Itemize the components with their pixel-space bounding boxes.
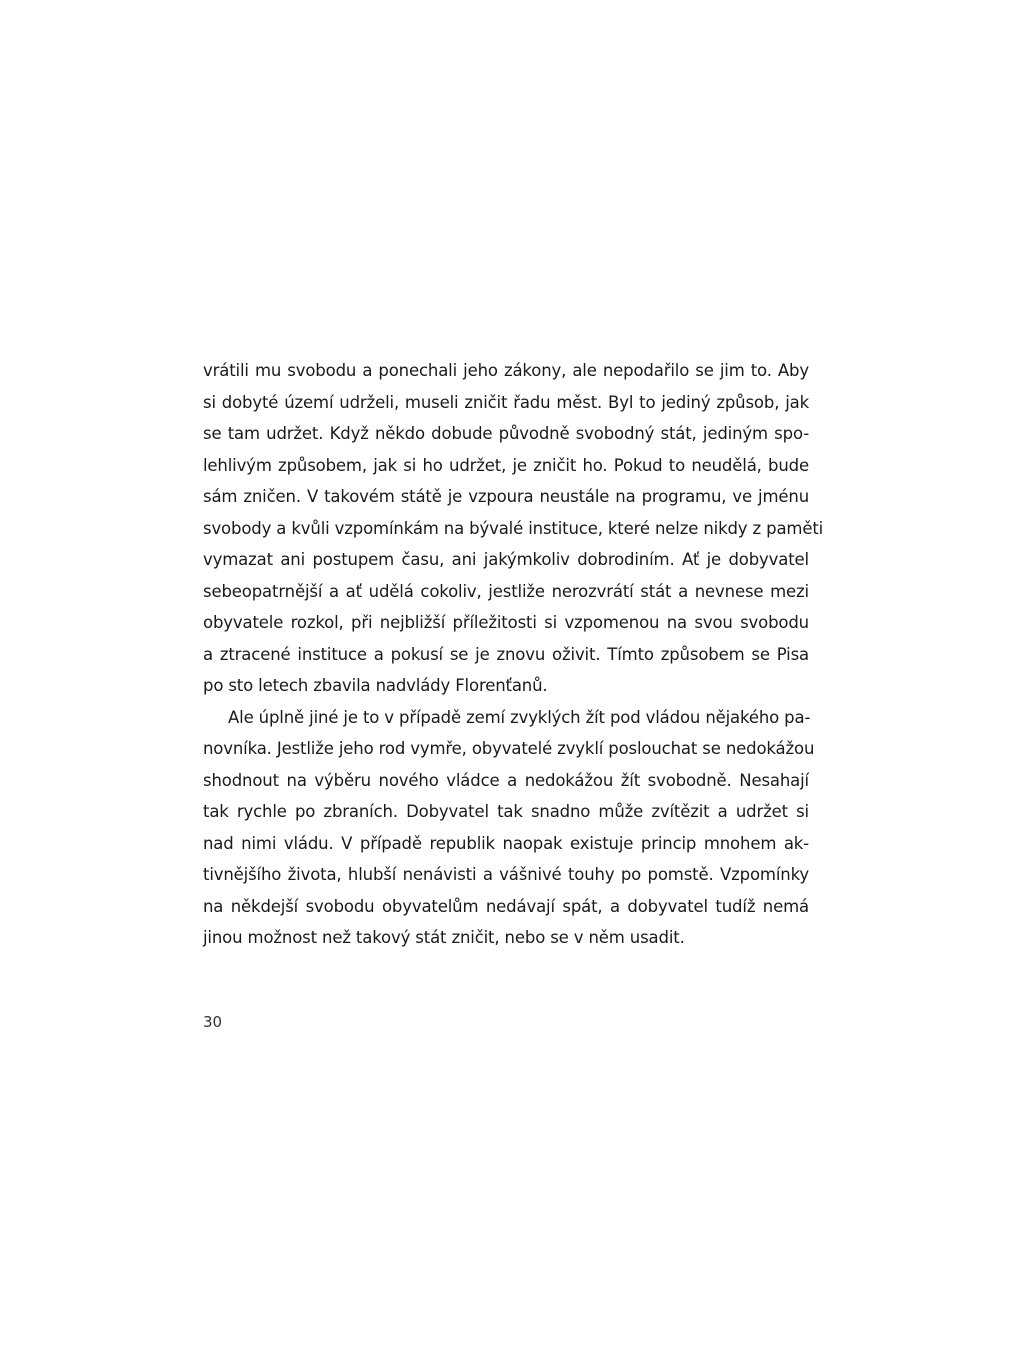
- text-line: se tam udržet. Když někdo dobude původně svobodný stát, jediným spo-: [203, 424, 809, 443]
- text-line: sebeopatrnější a ať udělá cokoliv, jestliže nerozvrátí stát a nevnese mezi: [203, 581, 809, 601]
- text-line: novníka. Jestliže jeho rod vymře, obyvatelé zvyklí poslouchat se nedokážou: [203, 739, 815, 758]
- paragraph-2: [203, 702, 815, 954]
- text-line: sám zničen. V takovém státě je vzpoura neustále na programu, ve jménu: [203, 487, 809, 506]
- text-line: a ztracené instituce a pokusí se je znovu oživit. Tímto způsobem se Pisa: [203, 644, 809, 664]
- text-line: lehlivým způsobem, jak si ho udržet, je zničit ho. Pokud to neudělá, bude: [203, 455, 809, 475]
- text-line: jinou možnost než takový stát zničit, nebo se v něm usadit.: [203, 928, 685, 947]
- paragraph-1: [203, 355, 824, 702]
- text-line: obyvatele rozkol, při nejbližší příležitosti si vzpomenou na svou svobodu: [203, 613, 809, 632]
- text-line: Ale úplně jiné je to v případě zemí zvyklých žít pod vládou nějakého pa-: [228, 707, 811, 727]
- text-line: si dobyté území udrželi, museli zničit řadu měst. Byl to jediný způsob, jak: [203, 392, 809, 412]
- text-line: tak rychle po zbraních. Dobyvatel tak snadno může zvítězit a udržet si: [203, 802, 809, 821]
- page-number: 30: [203, 1013, 223, 1031]
- text-line: tivnějšího života, hlubší nenávisti a vášnivé touhy po pomstě. Vzpomínky: [203, 865, 809, 884]
- text-line: vymazat ani postupem času, ani jakýmkoliv dobrodiním. Ať je dobyvatel: [203, 550, 809, 569]
- text-line: vrátili mu svobodu a ponechali jeho zákony, ale nepodařilo se jim to. Aby: [203, 361, 809, 380]
- text-line: na někdejší svobodu obyvatelům nedávají spát, a dobyvatel tudíž nemá: [203, 896, 809, 916]
- text-line: svobody a kvůli vzpomínkám na bývalé instituce, které nelze nikdy z paměti: [203, 518, 824, 538]
- body-text: [203, 355, 824, 954]
- text-line: shodnout na výběru nového vládce a nedokážou žít svobodně. Nesahají: [203, 770, 809, 790]
- text-line: po sto letech zbavila nadvlády Florenťanů.: [203, 676, 548, 695]
- text-line: nad nimi vládu. V případě republik naopak existuje princip mnohem ak-: [203, 833, 809, 853]
